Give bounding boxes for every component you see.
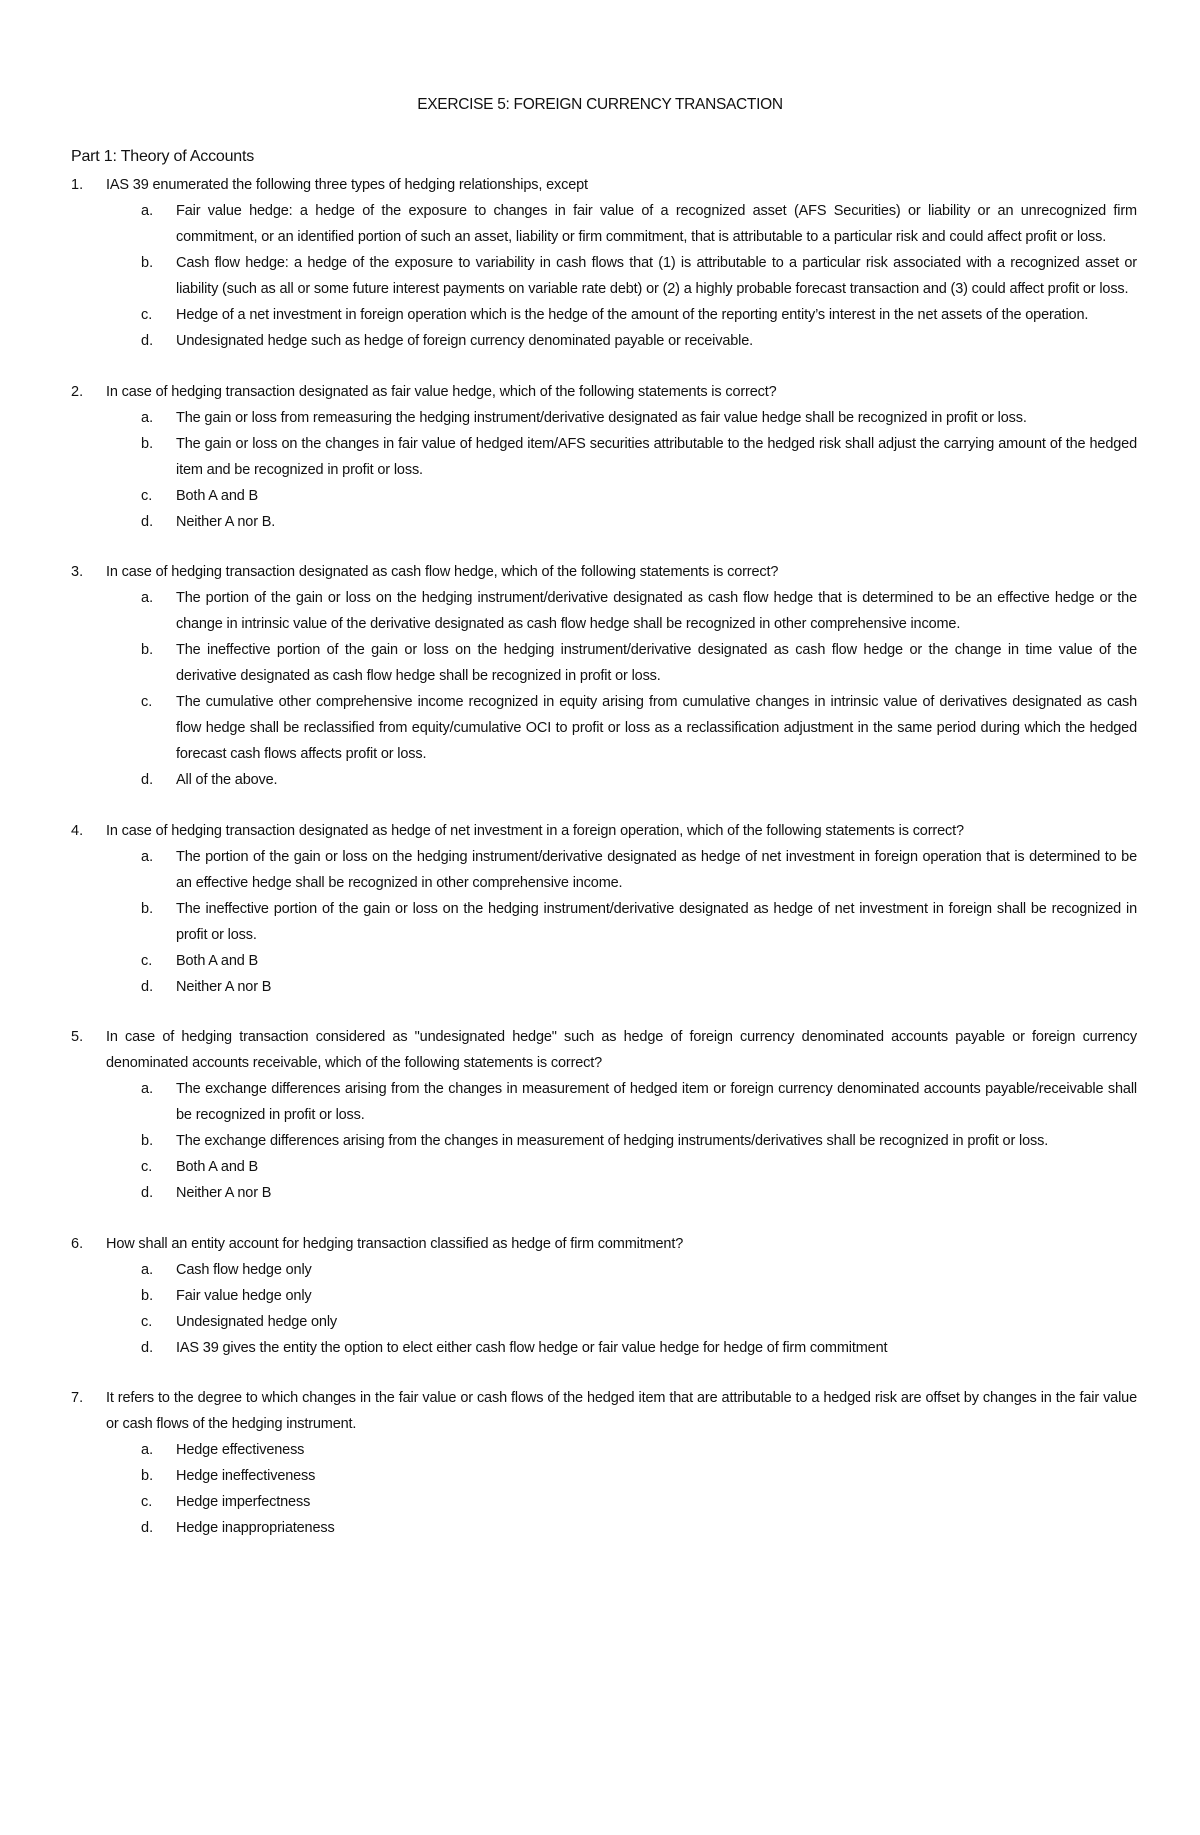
- option-item: [141, 250, 1137, 302]
- question-text: In case of hedging transaction considered as "undesignated hedge" such as hedge of foreign currency denominated accounts payable or foreign currency denominated accounts receivable, which of the following statements is correct?: [106, 1029, 1137, 1071]
- question-number: 5.: [71, 1029, 84, 1045]
- question-number: 2.: [71, 383, 84, 400]
- option-letter: b.: [141, 642, 154, 658]
- option-letter: c.: [141, 1494, 153, 1510]
- option-letter: a.: [141, 1261, 154, 1278]
- question-text: IAS 39 enumerated the following three types of hedging relationships, except: [106, 177, 588, 193]
- option-letter: a.: [141, 1081, 154, 1097]
- question-stem: [71, 818, 1137, 844]
- option-item: [141, 1154, 1137, 1180]
- option-text: Neither A nor B: [176, 1185, 272, 1201]
- option-text: All of the above.: [176, 772, 278, 788]
- question-stem: [71, 1231, 1137, 1257]
- option-item: [141, 328, 1137, 354]
- option-item: [141, 1437, 1137, 1463]
- option-text: Fair value hedge: a hedge of the exposure to changes in fair value of a recognized asset (AFS Securities) or liability or an unrecognized firm commitment, or an identified portion of such an asset, liability or firm commitment, that is attributable to a particular risk and could affect profit or loss.: [176, 203, 1137, 245]
- option-letter: b.: [141, 1468, 154, 1484]
- question-list: [71, 172, 1137, 1566]
- option-item: [141, 1283, 1137, 1309]
- option-letter: a.: [141, 1442, 154, 1458]
- option-list: [141, 1437, 1137, 1541]
- option-text: Hedge ineffectiveness: [176, 1468, 316, 1484]
- option-item: [141, 1309, 1137, 1335]
- option-item: [141, 974, 1137, 1000]
- option-letter: c.: [141, 694, 153, 710]
- option-text: The exchange differences arising from the changes in measurement of hedging instruments/derivatives shall be recognized in profit or loss.: [176, 1133, 1049, 1149]
- option-text: Both A and B: [176, 487, 259, 504]
- option-item: [141, 1076, 1137, 1128]
- question-item: [71, 379, 1137, 535]
- option-item: [141, 302, 1137, 328]
- option-letter: a.: [141, 203, 154, 219]
- option-text: The portion of the gain or loss on the hedging instrument/derivative designated as cash flow hedge that is determined to be an effective hedge or the change in intrinsic value of the derivative designated as cash flow hedge shall be recognized in other comprehensive income.: [176, 590, 1137, 632]
- option-item: [141, 767, 1137, 793]
- option-letter: d.: [141, 1339, 154, 1356]
- option-text: Both A and B: [176, 952, 259, 969]
- option-text: The ineffective portion of the gain or loss on the hedging instrument/derivative designated as cash flow hedge or the change in time value of the derivative designated as cash flow hedge shall be recognized in profit or loss.: [176, 642, 1137, 684]
- option-letter: b.: [141, 255, 154, 271]
- option-text: Fair value hedge only: [176, 1287, 312, 1304]
- option-letter: d.: [141, 1185, 154, 1201]
- option-text: The exchange differences arising from the changes in measurement of hedged item or foreign currency denominated accounts payable/receivable shall be recognized in profit or loss.: [176, 1081, 1137, 1123]
- part-heading: Part 1: Theory of Accounts: [71, 148, 255, 165]
- option-letter: b.: [141, 1133, 154, 1149]
- option-list: [141, 198, 1137, 354]
- option-text: Hedge of a net investment in foreign operation which is the hedge of the amount of the reporting entity’s interest in the net assets of the operation.: [176, 307, 1089, 323]
- option-item: [141, 1489, 1137, 1515]
- option-text: Hedge effectiveness: [176, 1442, 305, 1458]
- option-text: The gain or loss on the changes in fair value of hedged item/AFS securities attributable to the hedged risk shall adjust the carrying amount of the hedged item and be recognized in profit or loss.: [176, 435, 1137, 478]
- option-text: Hedge imperfectness: [176, 1494, 311, 1510]
- option-text: The gain or loss from remeasuring the hedging instrument/derivative designated as fair value hedge shall be recognized in profit or loss.: [176, 409, 1027, 426]
- question-item: [71, 818, 1137, 1000]
- option-item: [141, 1463, 1137, 1489]
- question-stem: [71, 1024, 1137, 1076]
- option-letter: d.: [141, 333, 154, 349]
- option-item: [141, 844, 1137, 896]
- question-text: In case of hedging transaction designated as hedge of net investment in a foreign operation, which of the following statements is correct?: [106, 822, 964, 839]
- option-list: [141, 405, 1137, 535]
- option-text: Neither A nor B.: [176, 513, 276, 530]
- option-letter: b.: [141, 1287, 154, 1304]
- option-text: Cash flow hedge only: [176, 1261, 312, 1278]
- option-text: The portion of the gain or loss on the hedging instrument/derivative designated as hedge of net investment in foreign operation that is determined to be an effective hedge shall be recognized in other comprehensive income.: [176, 848, 1137, 891]
- option-letter: c.: [141, 1159, 153, 1175]
- option-text: Neither A nor B: [176, 978, 272, 995]
- question-stem: [71, 172, 1137, 198]
- option-list: [141, 1076, 1137, 1206]
- option-list: [141, 844, 1137, 1000]
- option-letter: c.: [141, 487, 153, 504]
- option-letter: d.: [141, 978, 154, 995]
- question-text: In case of hedging transaction designated as fair value hedge, which of the following statements is correct?: [106, 383, 777, 400]
- option-letter: b.: [141, 900, 154, 917]
- option-letter: a.: [141, 590, 154, 606]
- question-item: [71, 1231, 1137, 1361]
- option-letter: d.: [141, 772, 154, 788]
- option-text: IAS 39 gives the entity the option to elect either cash flow hedge or fair value hedge for hedge of firm commitment: [176, 1339, 888, 1356]
- option-letter: d.: [141, 1520, 154, 1536]
- option-text: Both A and B: [176, 1159, 259, 1175]
- option-item: [141, 509, 1137, 535]
- option-text: The cumulative other comprehensive income recognized in equity arising from cumulative changes in intrinsic value of derivatives designated as cash flow hedge shall be reclassified from equity/cumulative OCI to profit or loss as a reclassification adjustment in the same period during which the hedged forecast cash flows affects profit or loss.: [176, 694, 1137, 762]
- option-item: [141, 405, 1137, 431]
- option-item: [141, 1335, 1137, 1361]
- page-title: EXERCISE 5: FOREIGN CURRENCY TRANSACTION: [417, 96, 783, 113]
- question-number: 6.: [71, 1235, 84, 1252]
- option-item: [141, 1180, 1137, 1206]
- question-number: 1.: [71, 177, 84, 193]
- option-item: [141, 1515, 1137, 1541]
- option-text: Hedge inappropriateness: [176, 1520, 335, 1536]
- option-text: Undesignated hedge such as hedge of foreign currency denominated payable or receivable.: [176, 333, 754, 349]
- option-item: [141, 198, 1137, 250]
- question-stem: [71, 1385, 1137, 1437]
- option-letter: c.: [141, 1313, 153, 1330]
- option-item: [141, 1257, 1137, 1283]
- option-item: [141, 483, 1137, 509]
- question-text: How shall an entity account for hedging transaction classified as hedge of firm commitment?: [106, 1235, 684, 1252]
- option-item: [141, 585, 1137, 637]
- option-item: [141, 689, 1137, 767]
- option-item: [141, 948, 1137, 974]
- option-text: Cash flow hedge: a hedge of the exposure to variability in cash flows that (1) is attributable to a particular risk associated with a recognized asset or liability (such as all or some future interest payments on variable rate debt) or (2) a highly probable forecast transaction and (3) could affect profit or loss.: [176, 255, 1137, 297]
- question-item: [71, 1385, 1137, 1541]
- option-item: [141, 431, 1137, 483]
- option-letter: b.: [141, 435, 154, 452]
- option-letter: a.: [141, 848, 154, 865]
- option-item: [141, 896, 1137, 948]
- option-letter: d.: [141, 513, 154, 530]
- question-number: 3.: [71, 564, 84, 580]
- option-list: [141, 1257, 1137, 1361]
- question-item: [71, 172, 1137, 354]
- question-stem: [71, 559, 1137, 585]
- option-letter: c.: [141, 307, 153, 323]
- question-item: [71, 1024, 1137, 1206]
- question-number: 4.: [71, 822, 84, 839]
- option-letter: a.: [141, 409, 154, 426]
- question-number: 7.: [71, 1390, 84, 1406]
- option-item: [141, 1128, 1137, 1154]
- question-text: It refers to the degree to which changes in the fair value or cash flows of the hedged item that are attributable to a hedged risk are offset by changes in the fair value or cash flows of the hedging instrument.: [106, 1390, 1137, 1432]
- option-list: [141, 585, 1137, 793]
- question-stem: [71, 379, 1137, 405]
- option-letter: c.: [141, 952, 153, 969]
- option-text: Undesignated hedge only: [176, 1313, 338, 1330]
- option-text: The ineffective portion of the gain or loss on the hedging instrument/derivative designated as hedge of net investment in foreign shall be recognized in profit or loss.: [176, 900, 1137, 943]
- question-text: In case of hedging transaction designated as cash flow hedge, which of the following statements is correct?: [106, 564, 779, 580]
- question-item: [71, 559, 1137, 793]
- option-item: [141, 637, 1137, 689]
